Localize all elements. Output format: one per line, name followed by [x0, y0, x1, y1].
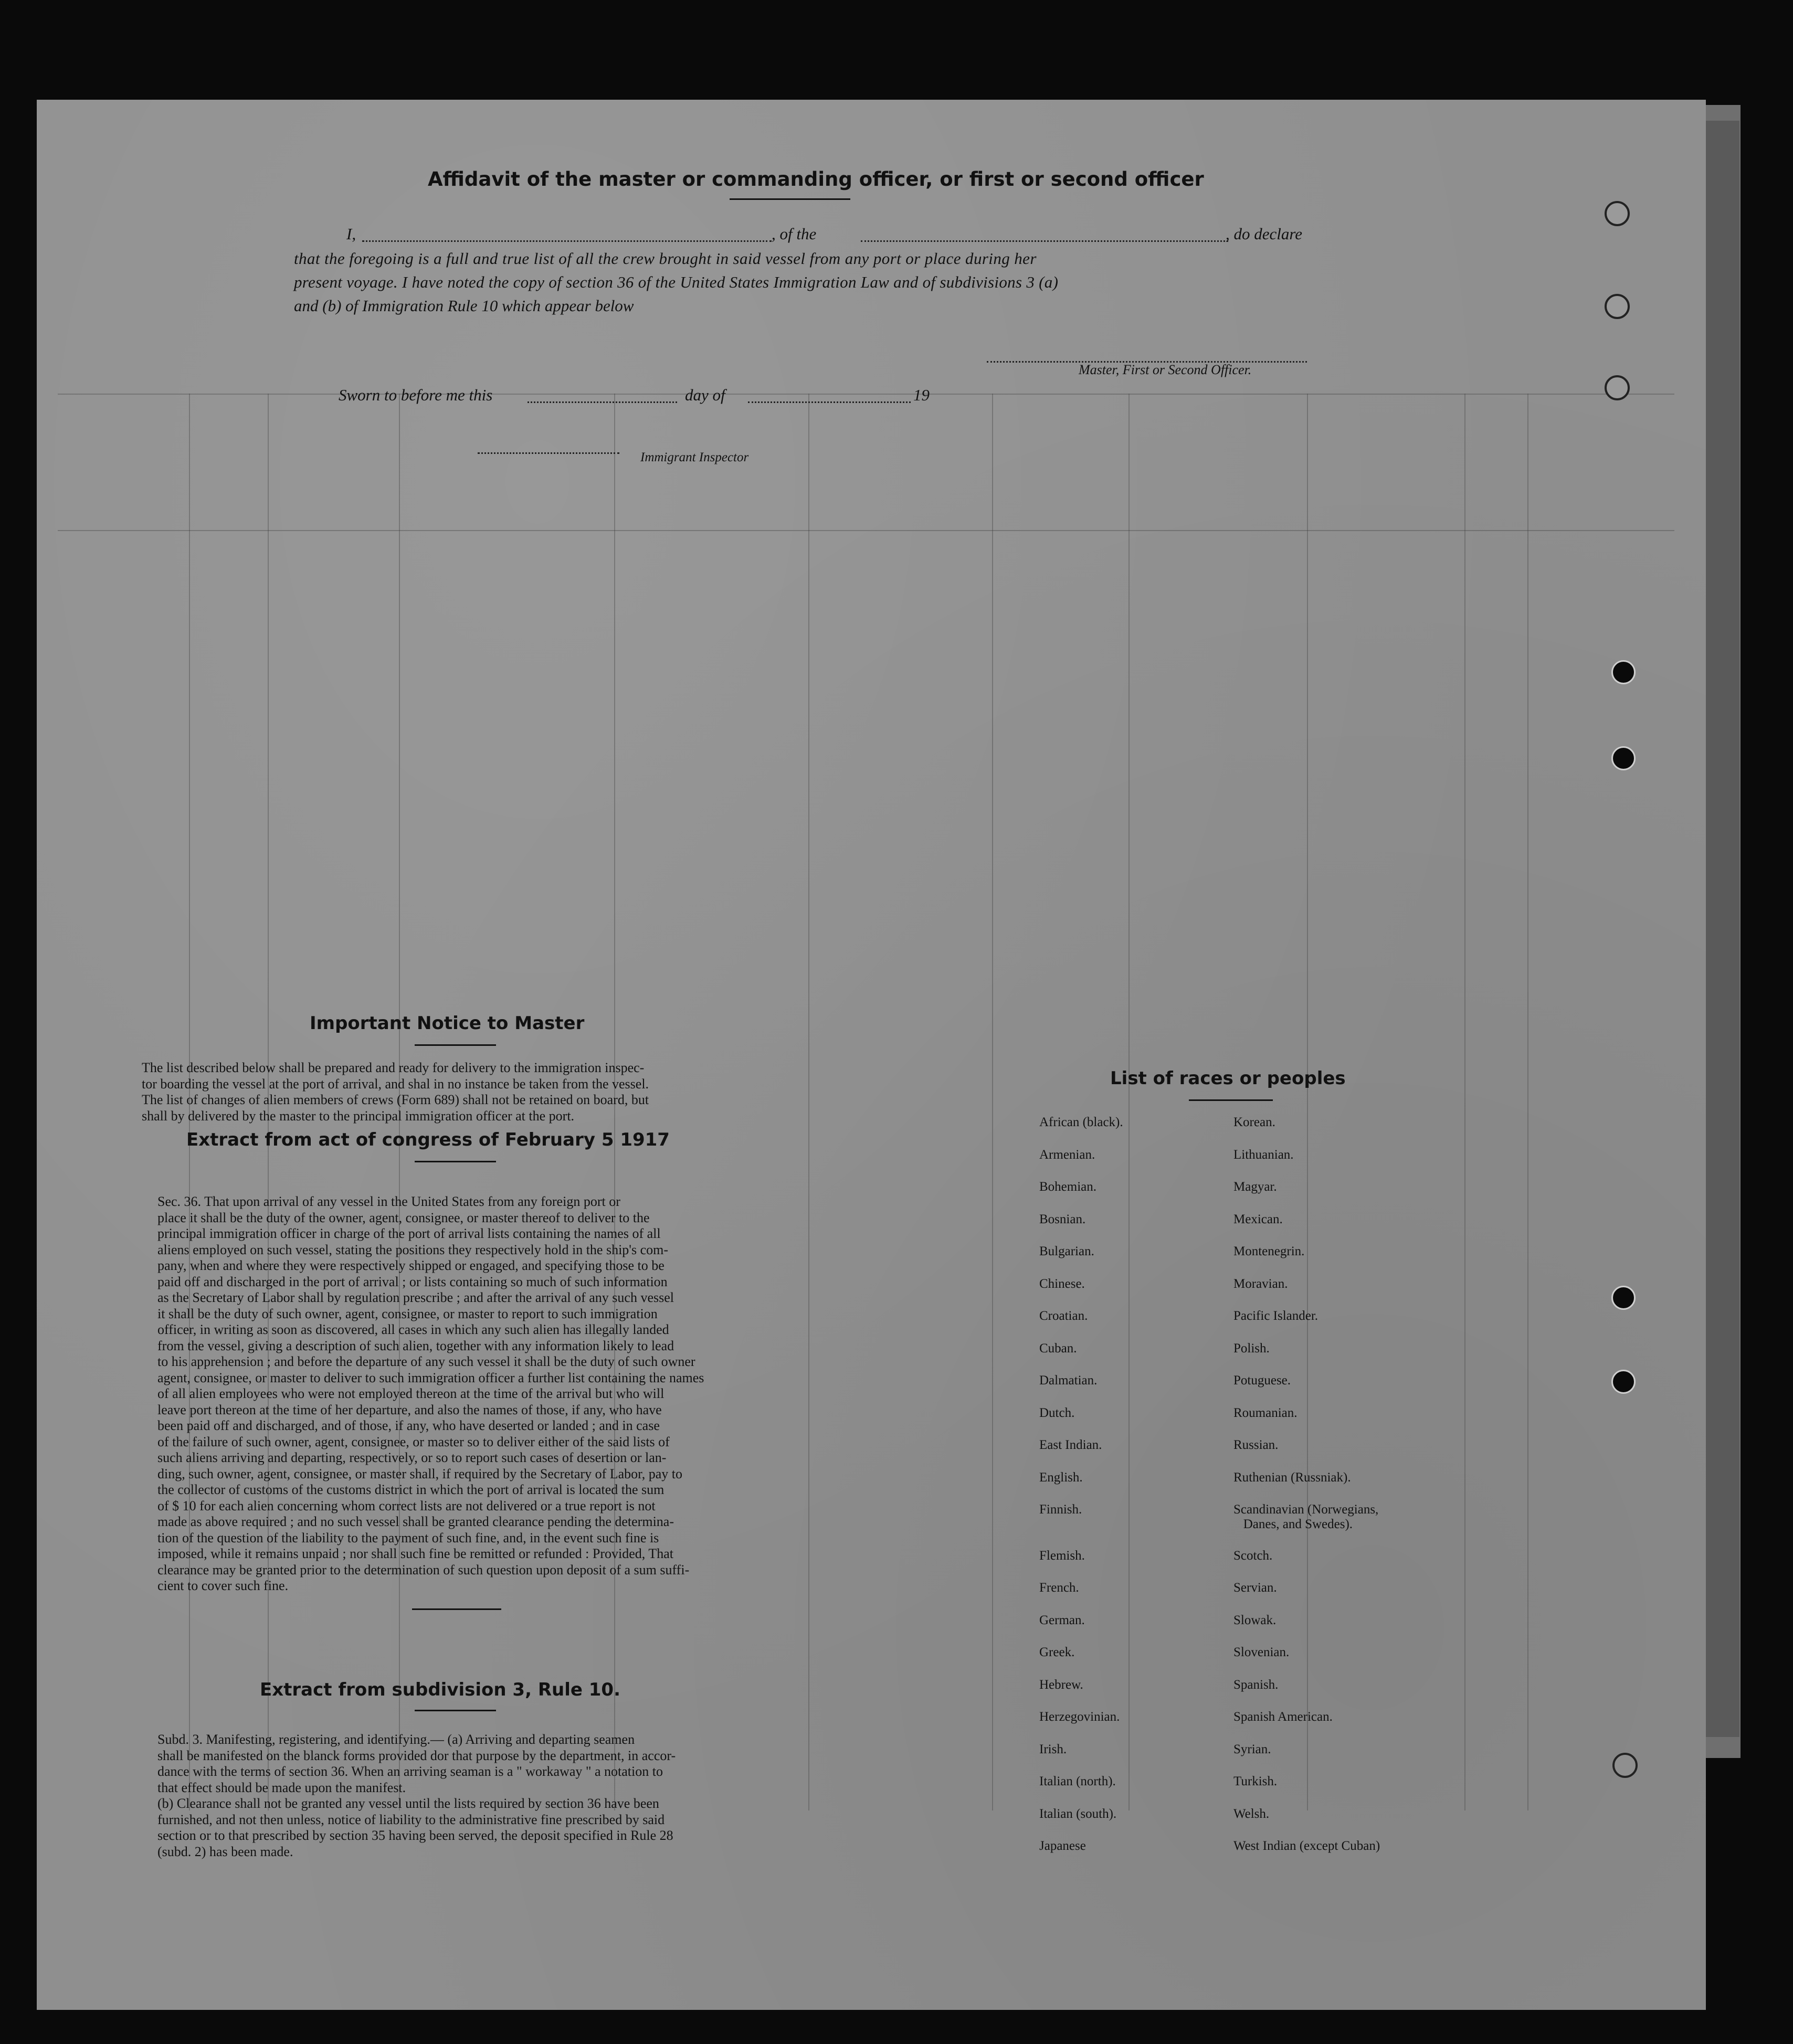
race-item: Servian.	[1233, 1581, 1277, 1595]
ghost-grid-line	[58, 394, 1674, 395]
act-line: it shall be the duty of such owner, agent, consignee, or master to report to such immigration	[157, 1306, 658, 1321]
notice-line: tor boarding the vessel at the port of arrival, and shal in no instance be taken from the vessel.	[142, 1076, 649, 1092]
rule-line: (b) Clearance shall not be granted any vessel until the lists required by section 36 have been	[157, 1796, 659, 1811]
act-end-rule	[412, 1608, 501, 1610]
binder-hole-open	[1605, 375, 1630, 400]
race-item: Mexican.	[1233, 1212, 1283, 1226]
race-item: English.	[1039, 1470, 1083, 1485]
ghost-grid-line	[992, 394, 993, 1810]
notice-text	[142, 1060, 798, 1124]
act-line: paid off and discharged in the port of arrival ; or lists containing so much of such information	[157, 1274, 668, 1289]
binder-hole	[1611, 1370, 1636, 1394]
race-item: Greek.	[1039, 1645, 1075, 1659]
act-line: made as above required ; and no such vessel shall be granted clearance pending the determina-	[157, 1514, 674, 1529]
rule-line: Subd. 3. Manifesting, registering, and identifying.— (a) Arriving and departing seamen	[157, 1732, 635, 1747]
race-item: Dutch.	[1039, 1405, 1075, 1420]
race-item: Slovenian.	[1233, 1645, 1290, 1659]
race-item: Magyar.	[1233, 1180, 1277, 1194]
race-item: Cuban.	[1039, 1341, 1077, 1355]
title-underline	[730, 198, 850, 200]
affidavit-line1-prefix: I,	[346, 225, 356, 243]
act-line: agent, consignee, or master to deliver to such immigration officer a further list containing the names	[157, 1370, 704, 1385]
race-item: Finnish.	[1039, 1502, 1082, 1517]
act-line: officer, in writing as soon as discovered, all cases in which any such alien has illegally landed	[157, 1322, 669, 1337]
race-item: Russian.	[1233, 1438, 1279, 1452]
act-text	[157, 1194, 803, 1594]
binder-hole	[1611, 746, 1636, 770]
race-item: Scandinavian (Norwegians, Danes, and Swedes).	[1233, 1502, 1379, 1531]
race-item: Flemish.	[1039, 1548, 1085, 1563]
act-line: principal immigration officer in charge of the port of arrival lists containing the names of all	[157, 1226, 661, 1241]
notice-title: Important Notice to Master	[310, 1013, 585, 1034]
race-item: Korean.	[1233, 1115, 1275, 1129]
race-item: Polish.	[1233, 1341, 1270, 1355]
affidavit-line2: that the foregoing is a full and true list of all the crew brought in said vessel from any port or place during her	[294, 249, 1037, 268]
inspector-caption: Immigrant Inspector	[640, 450, 749, 464]
race-item: Ruthenian (Russniak).	[1233, 1470, 1351, 1485]
race-item: Bohemian.	[1039, 1180, 1097, 1194]
ghost-grid-line	[1464, 394, 1465, 1810]
rule-line: (subd. 2) has been made.	[157, 1844, 293, 1859]
race-item: Pacific Islander.	[1233, 1309, 1319, 1323]
act-line: Sec. 36. That upon arrival of any vessel in the United States from any foreign port or	[157, 1194, 620, 1209]
race-item: Italian (south).	[1039, 1806, 1117, 1821]
rule-line: section or to that prescribed by section 35 having been served, the deposit specified in Rule 28	[157, 1828, 673, 1843]
act-line: of $ 10 for each alien concerning whom correct lists are not delivered or a true report is not	[157, 1498, 656, 1513]
race-item: German.	[1039, 1613, 1085, 1627]
name-blank	[362, 240, 772, 242]
act-line: as the Secretary of Labor shall by regulation prescribe ; and after the arrival of any such vessel	[157, 1290, 674, 1305]
notice-line: The list of changes of alien members of crews (Form 689) shall not be retained on board, but	[142, 1092, 649, 1107]
race-item: Moravian.	[1233, 1276, 1288, 1291]
act-line: to his apprehension ; and before the departure of any such vessel it shall be the duty of such owner	[157, 1354, 695, 1369]
race-item: Herzegovinian.	[1039, 1710, 1120, 1724]
binder-hole	[1611, 1286, 1636, 1310]
binder-hole-open	[1605, 294, 1630, 319]
act-line: tion of the question of the liability to the payment of such fine, and, in the event such fine is	[157, 1530, 659, 1545]
race-item: Dalmatian.	[1039, 1373, 1098, 1388]
act-line: from the vessel, giving a description of such alien, together with any information likely to lead	[157, 1338, 674, 1353]
rule-line: shall be manifested on the blanck forms provided dor that purpose by the department, in accor-	[157, 1748, 676, 1763]
race-item: East Indian.	[1039, 1438, 1102, 1452]
race-item: Slowak.	[1233, 1613, 1277, 1627]
inspector-line	[478, 452, 619, 454]
race-item: Spanish American.	[1233, 1710, 1333, 1724]
race-item: Croatian.	[1039, 1309, 1088, 1323]
affidavit-title: Affidavit of the master or commanding officer, or first or second officer	[428, 168, 1204, 190]
sworn-prefix: Sworn to before me this	[339, 386, 493, 404]
affidavit-line1-of: , of the	[772, 225, 817, 243]
ghost-grid-line	[58, 530, 1674, 531]
manifest-page	[37, 100, 1706, 2010]
race-item: French.	[1039, 1581, 1079, 1595]
rule-line: dance with the terms of section 36. When an arriving seaman is a " workaway " a notation to	[157, 1764, 663, 1779]
race-item: Potuguese.	[1233, 1373, 1291, 1388]
notice-line: shall by delivered by the master to the principal immigration officer at the port.	[142, 1108, 575, 1124]
race-item: West Indian (except Cuban)	[1233, 1839, 1380, 1853]
act-line: ding, such owner, agent, consignee, or master shall, if required by the Secretary of Labor, pay to	[157, 1466, 683, 1481]
act-underline	[415, 1161, 496, 1162]
notice-line: The list described below shall be prepared and ready for delivery to the immigration inspec-	[142, 1060, 645, 1075]
sworn-day-of: day of	[685, 386, 725, 404]
race-item: Italian (north).	[1039, 1774, 1116, 1788]
ghost-grid-line	[1128, 394, 1130, 1810]
binder-hole	[1611, 660, 1636, 684]
signature-caption: Master, First or Second Officer.	[1079, 362, 1252, 377]
race-item: Scotch.	[1233, 1548, 1273, 1563]
act-line: of the failure of such owner, agent, consignee, or master so to deliver either of the said lists of	[157, 1434, 670, 1449]
act-line: such aliens arriving and departing, respectively, or so to report such cases of desertion or lan-	[157, 1450, 667, 1465]
race-item: Irish.	[1039, 1742, 1067, 1756]
rule-title: Extract from subdivision 3, Rule 10.	[260, 1679, 621, 1700]
rule-line: furnished, and not then unless, notice of liability to the administrative fine prescribed by said	[157, 1812, 665, 1827]
race-item: Bulgarian.	[1039, 1244, 1094, 1258]
race-item: Japanese	[1039, 1839, 1086, 1853]
race-item: Bosnian.	[1039, 1212, 1086, 1226]
act-line: cient to cover such fine.	[157, 1578, 289, 1593]
race-item: Roumanian.	[1233, 1405, 1298, 1420]
affidavit-line3: present voyage. I have noted the copy of section 36 of the United States Immigration Law and of subdivisions 3 (a)	[294, 273, 1059, 291]
race-item: Turkish.	[1233, 1774, 1278, 1788]
sworn-day-blank	[528, 401, 677, 403]
ghost-grid-line	[1307, 394, 1308, 1810]
act-line: of all alien employees who were not employed thereon at the time of the arrival but who will	[157, 1386, 665, 1401]
race-item: African (black).	[1039, 1115, 1123, 1129]
race-item: Montenegrin.	[1233, 1244, 1305, 1258]
binder-hole-open	[1612, 1753, 1638, 1778]
act-line: the collector of customs of the customs district in which the port of arrival is located the sum	[157, 1482, 665, 1497]
race-item: Armenian.	[1039, 1147, 1095, 1162]
sworn-year: 19	[913, 386, 930, 404]
race-item: Lithuanian.	[1233, 1147, 1294, 1162]
notice-underline	[415, 1044, 496, 1046]
race-item: Spanish.	[1233, 1677, 1279, 1692]
act-line: pany, when and where they were respectively shipped or engaged, and specifying those to be	[157, 1258, 665, 1273]
affidavit-line4: and (b) of Immigration Rule 10 which appear below	[294, 296, 634, 315]
act-line: aliens employed on such vessel, stating the positions they respectively hold in the ship's com-	[157, 1242, 669, 1257]
rule-underline	[415, 1710, 496, 1711]
ghost-grid-line	[808, 394, 809, 1810]
act-title: Extract from act of congress of February 5 1917	[186, 1129, 670, 1150]
rule-text	[157, 1732, 803, 1860]
act-line: leave port thereon at the time of her departure, and also the names of those, if any, who have	[157, 1402, 662, 1417]
vessel-blank	[861, 240, 1228, 242]
binder-hole-open	[1605, 201, 1630, 226]
sworn-month-blank	[748, 401, 911, 403]
affidavit-line1-declare: , do declare	[1226, 225, 1303, 243]
race-item: Hebrew.	[1039, 1677, 1083, 1692]
act-line: been paid off and discharged, and of those, if any, who have deserted or landed ; and in case	[157, 1418, 660, 1433]
ghost-grid-line	[1527, 394, 1528, 1810]
rule-line: that effect should be made upon the manifest.	[157, 1780, 406, 1795]
act-line: place it shall be the duty of the owner, agent, consignee, or master thereof to deliver to the	[157, 1210, 650, 1225]
act-line: imposed, while it remains unpaid ; nor shall such fine be remitted or refunded : Provided, That	[157, 1546, 673, 1561]
race-item: Chinese.	[1039, 1276, 1085, 1291]
races-title: List of races or peoples	[1110, 1068, 1346, 1089]
act-line: clearance may be granted prior to the determination of such question upon deposit of a sum suffi-	[157, 1562, 690, 1577]
race-item: Welsh.	[1233, 1806, 1270, 1821]
race-item: Syrian.	[1233, 1742, 1271, 1756]
races-underline	[1189, 1099, 1273, 1101]
